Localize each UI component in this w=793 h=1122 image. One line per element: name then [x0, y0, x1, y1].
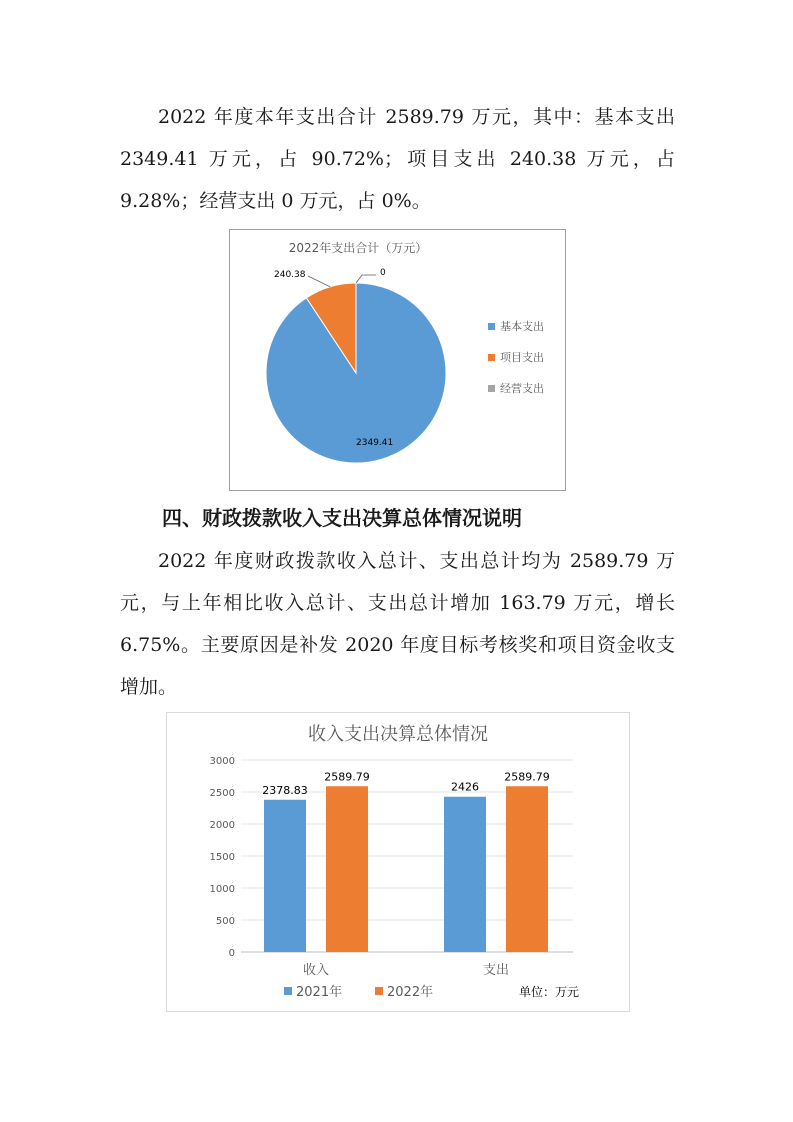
bar — [444, 797, 486, 952]
pie-data-label: 0 — [380, 268, 386, 278]
bar-chart-frame — [166, 712, 630, 1012]
pie-data-label: 2349.41 — [356, 438, 394, 449]
pie-leader-line — [356, 275, 376, 283]
bar-data-label: 2589.79 — [324, 770, 370, 784]
pie-chart-frame — [229, 229, 566, 491]
x-category-label: 支出 — [482, 963, 510, 978]
bar-data-label: 2378.83 — [262, 783, 308, 797]
bar — [264, 800, 306, 952]
y-tick-label: 500 — [215, 916, 235, 927]
x-category-label: 收入 — [302, 963, 330, 978]
bar-chart-title: 收入支出决算总体情况 — [308, 724, 488, 745]
y-tick-label: 1500 — [209, 852, 235, 863]
pie-legend-label: 项目支出 — [500, 351, 544, 364]
y-tick-label: 2000 — [209, 820, 235, 831]
pie-legend-label: 基本支出 — [500, 320, 544, 333]
bar — [326, 786, 368, 952]
pie-data-label: 240.38 — [274, 270, 306, 280]
pie-legend-label: 经营支出 — [500, 382, 544, 395]
expenditure-summary-paragraph: 2022 年度本年支出合计 2589.79 万元，其中：基本支出 2349.41 万元，占 90.72%；项目支出 240.38 万元，占 9.28%；经营支出 0 万元，占 0%。 — [120, 106, 675, 212]
bar-legend-label: 2022年 — [387, 985, 434, 1000]
bar-data-label: 2589.79 — [504, 770, 550, 784]
pie-chart — [230, 230, 565, 490]
y-tick-label: 3000 — [209, 756, 235, 767]
bar-legend-swatch — [284, 987, 292, 995]
bar-chart — [167, 713, 629, 1011]
pie-legend-swatch — [488, 385, 495, 392]
y-tick-label: 2500 — [209, 788, 235, 799]
pie-leader-line — [308, 276, 330, 287]
fiscal-summary-paragraph: 2022 年度财政拨款收入总计、支出总计均为 2589.79 万元，与上年相比收入总计、支出总计增加 163.79 万元，增长 6.75%。主要原因是补发 2020 年度目标考核奖和项目资金收支增加。 — [120, 550, 675, 698]
bar — [506, 786, 548, 952]
pie-chart-title: 2022年支出合计（万元） — [288, 241, 428, 255]
pie-legend-swatch — [488, 354, 495, 361]
pie-legend-swatch — [488, 323, 495, 330]
y-tick-label: 1000 — [209, 884, 235, 895]
bar-legend-swatch — [375, 987, 383, 995]
bar-data-label: 2426 — [451, 780, 479, 794]
bar-legend-label: 2021年 — [296, 985, 343, 1000]
y-tick-label: 0 — [228, 948, 235, 959]
section-heading: 四、财政拨款收入支出决算总体情况说明 — [162, 506, 522, 530]
unit-note: 单位：万元 — [519, 985, 580, 999]
